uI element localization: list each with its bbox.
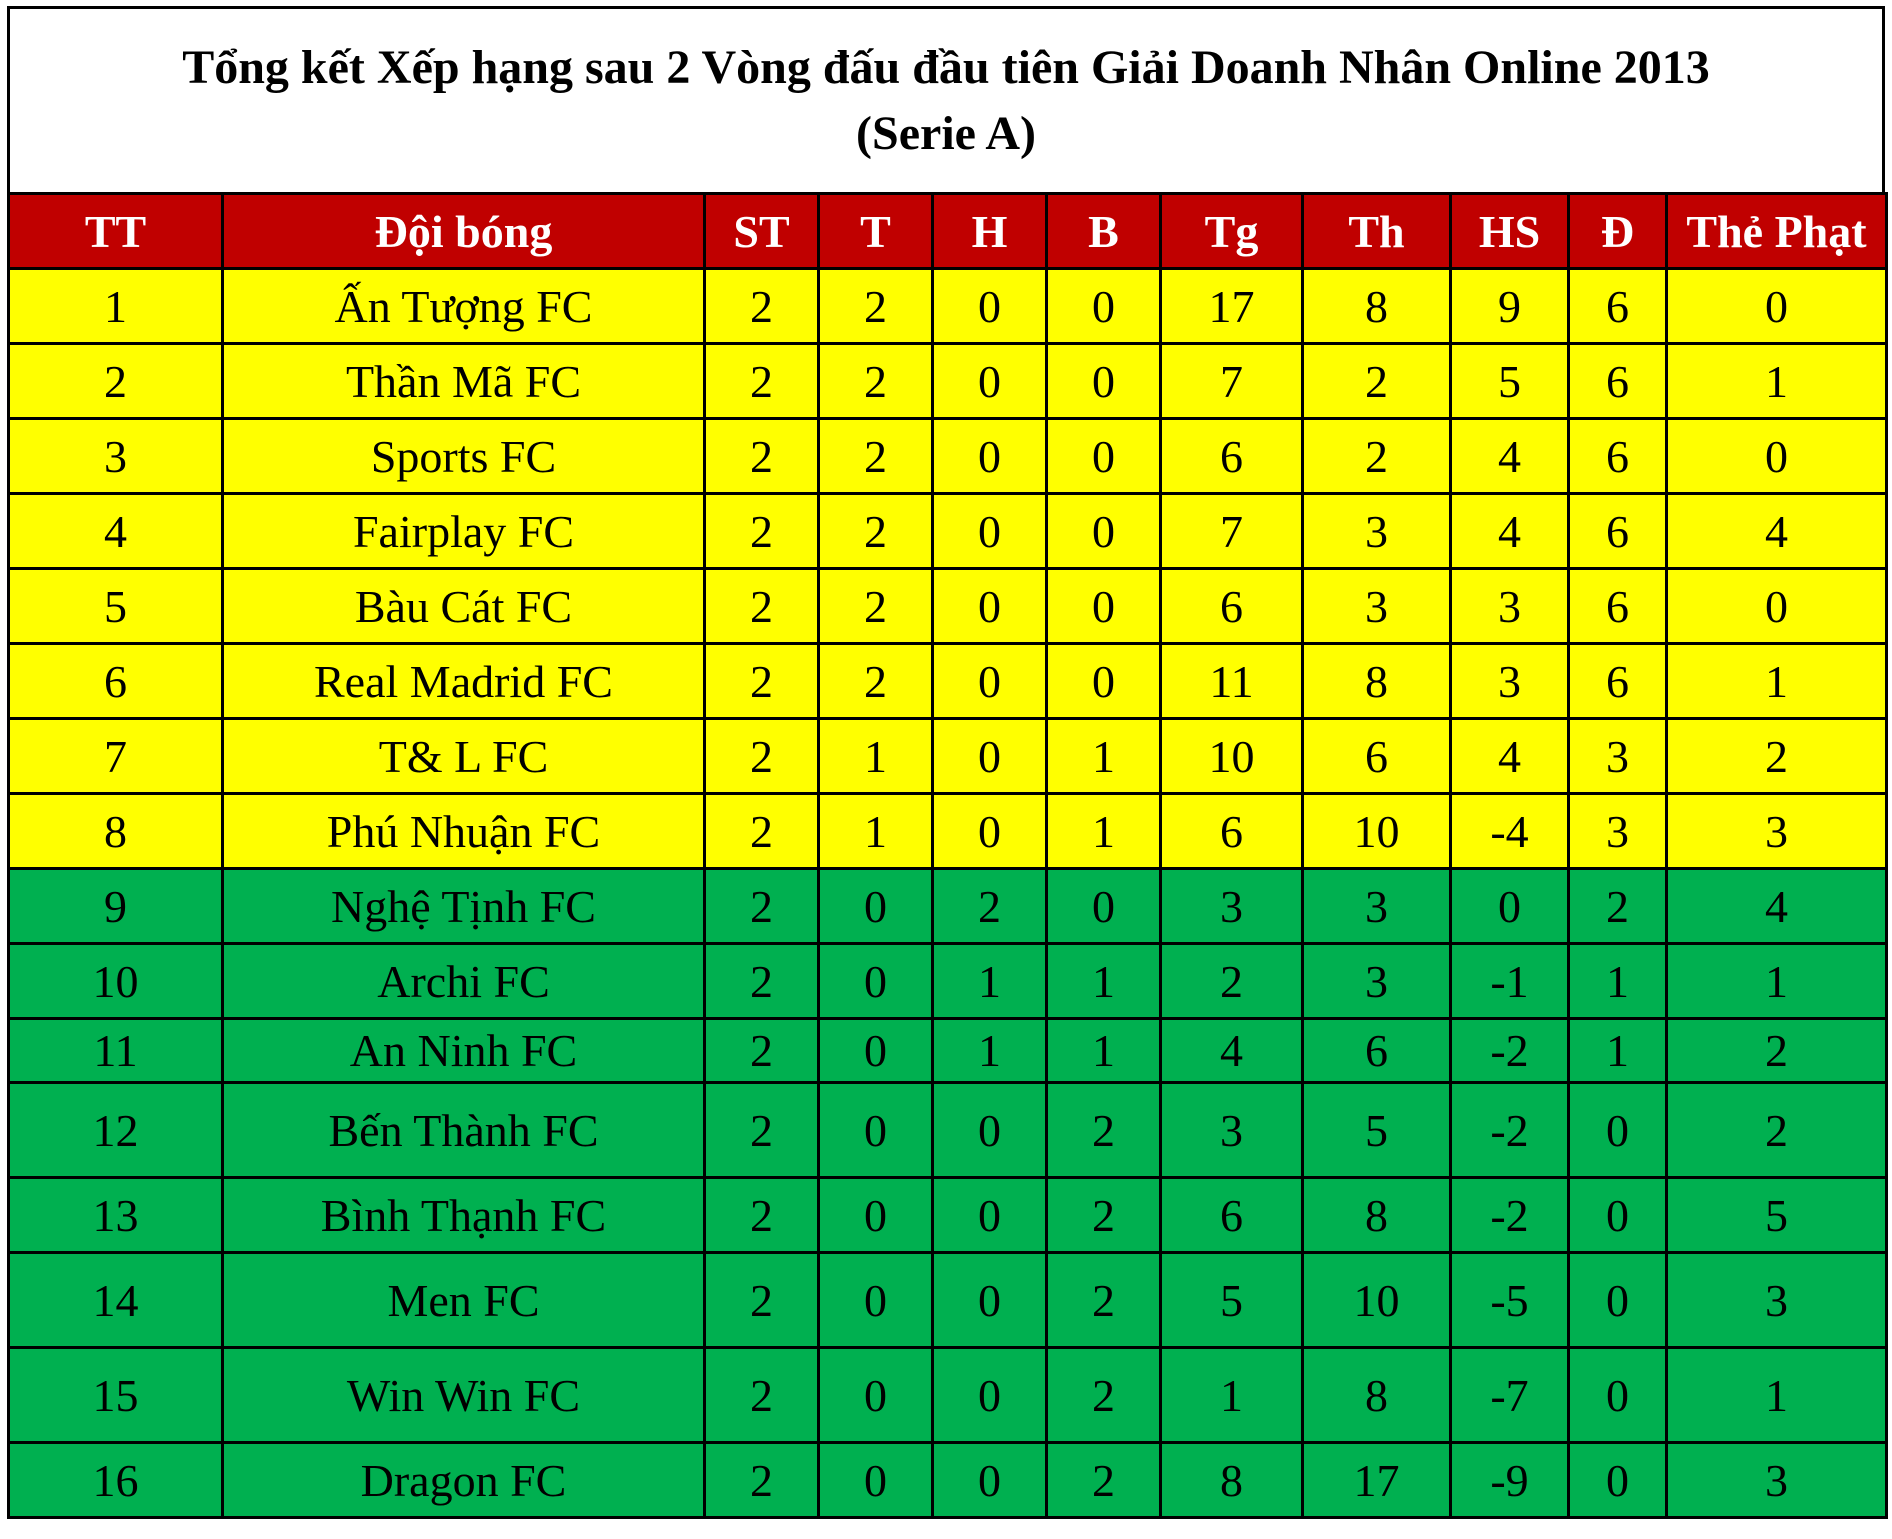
cell-tt: 10 — [9, 944, 223, 1019]
cell-th: 3 — [1303, 494, 1451, 569]
table-row — [9, 944, 1887, 1019]
cell-h: 0 — [933, 794, 1047, 869]
cell-tg: 4 — [1161, 1019, 1303, 1083]
cell-tt: 4 — [9, 494, 223, 569]
cell-st: 2 — [705, 494, 819, 569]
cell-d: 1 — [1569, 944, 1667, 1019]
header-d: Đ — [1569, 194, 1667, 269]
cell-penalty-cards: 2 — [1667, 1019, 1887, 1083]
cell-th: 3 — [1303, 569, 1451, 644]
cell-th: 5 — [1303, 1083, 1451, 1178]
cell-b: 0 — [1047, 494, 1161, 569]
table-row — [9, 794, 1887, 869]
cell-d: 0 — [1569, 1083, 1667, 1178]
cell-tt: 13 — [9, 1178, 223, 1253]
cell-b: 0 — [1047, 344, 1161, 419]
cell-t: 0 — [819, 869, 933, 944]
cell-penalty-cards: 4 — [1667, 494, 1887, 569]
cell-t: 0 — [819, 1348, 933, 1443]
cell-t: 2 — [819, 269, 933, 344]
cell-h: 0 — [933, 719, 1047, 794]
cell-d: 0 — [1569, 1443, 1667, 1518]
title-box — [7, 6, 1885, 192]
cell-team: Phú Nhuận FC — [223, 794, 705, 869]
cell-tt: 1 — [9, 269, 223, 344]
cell-penalty-cards: 3 — [1667, 1253, 1887, 1348]
cell-t: 0 — [819, 1019, 933, 1083]
cell-t: 0 — [819, 1178, 933, 1253]
cell-tt: 2 — [9, 344, 223, 419]
cell-hs: 3 — [1451, 569, 1569, 644]
cell-hs: 9 — [1451, 269, 1569, 344]
cell-b: 0 — [1047, 644, 1161, 719]
table-row — [9, 1019, 1887, 1083]
cell-d: 0 — [1569, 1348, 1667, 1443]
title-line-1: Tổng kết Xếp hạng sau 2 Vòng đấu đầu tiên Giải Doanh Nhân Online 2013 — [182, 40, 1710, 94]
cell-d: 6 — [1569, 569, 1667, 644]
cell-team: Ấn Tượng FC — [223, 269, 705, 344]
table-row — [9, 1178, 1887, 1253]
cell-h: 1 — [933, 1019, 1047, 1083]
cell-st: 2 — [705, 1019, 819, 1083]
cell-d: 6 — [1569, 644, 1667, 719]
cell-d: 2 — [1569, 869, 1667, 944]
cell-team: Real Madrid FC — [223, 644, 705, 719]
header-tg: Tg — [1161, 194, 1303, 269]
cell-st: 2 — [705, 1083, 819, 1178]
cell-team: Archi FC — [223, 944, 705, 1019]
table-body — [9, 269, 1887, 1518]
cell-hs: -2 — [1451, 1083, 1569, 1178]
cell-th: 10 — [1303, 794, 1451, 869]
cell-h: 0 — [933, 1253, 1047, 1348]
cell-tt: 6 — [9, 644, 223, 719]
cell-t: 1 — [819, 719, 933, 794]
cell-st: 2 — [705, 719, 819, 794]
cell-st: 2 — [705, 644, 819, 719]
cell-t: 0 — [819, 1083, 933, 1178]
cell-tt: 7 — [9, 719, 223, 794]
cell-h: 0 — [933, 1443, 1047, 1518]
cell-t: 0 — [819, 944, 933, 1019]
cell-th: 3 — [1303, 869, 1451, 944]
cell-tg: 6 — [1161, 1178, 1303, 1253]
cell-d: 6 — [1569, 344, 1667, 419]
cell-tg: 3 — [1161, 1083, 1303, 1178]
header-penalty-cards: Thẻ Phạt — [1667, 194, 1887, 269]
cell-h: 0 — [933, 269, 1047, 344]
cell-team: Win Win FC — [223, 1348, 705, 1443]
header-row — [9, 194, 1887, 269]
cell-st: 2 — [705, 869, 819, 944]
cell-hs: -7 — [1451, 1348, 1569, 1443]
cell-team: Nghệ Tịnh FC — [223, 869, 705, 944]
cell-th: 6 — [1303, 719, 1451, 794]
cell-penalty-cards: 4 — [1667, 869, 1887, 944]
table-row — [9, 719, 1887, 794]
cell-h: 0 — [933, 419, 1047, 494]
table-row — [9, 569, 1887, 644]
cell-d: 1 — [1569, 1019, 1667, 1083]
cell-th: 8 — [1303, 1178, 1451, 1253]
cell-hs: -2 — [1451, 1178, 1569, 1253]
cell-b: 2 — [1047, 1253, 1161, 1348]
cell-tg: 2 — [1161, 944, 1303, 1019]
cell-penalty-cards: 1 — [1667, 944, 1887, 1019]
cell-tg: 6 — [1161, 569, 1303, 644]
header-team: Đội bóng — [223, 194, 705, 269]
cell-hs: -9 — [1451, 1443, 1569, 1518]
cell-st: 2 — [705, 569, 819, 644]
cell-penalty-cards: 2 — [1667, 719, 1887, 794]
cell-b: 2 — [1047, 1443, 1161, 1518]
cell-hs: -1 — [1451, 944, 1569, 1019]
cell-team: T& L FC — [223, 719, 705, 794]
cell-t: 2 — [819, 494, 933, 569]
cell-hs: 4 — [1451, 494, 1569, 569]
table-row — [9, 1348, 1887, 1443]
cell-tt: 12 — [9, 1083, 223, 1178]
cell-st: 2 — [705, 344, 819, 419]
cell-h: 0 — [933, 1178, 1047, 1253]
cell-team: Bàu Cát FC — [223, 569, 705, 644]
cell-st: 2 — [705, 1443, 819, 1518]
table-row — [9, 644, 1887, 719]
cell-b: 0 — [1047, 869, 1161, 944]
cell-t: 0 — [819, 1443, 933, 1518]
cell-d: 6 — [1569, 419, 1667, 494]
cell-tg: 10 — [1161, 719, 1303, 794]
table-row — [9, 419, 1887, 494]
cell-team: Thần Mã FC — [223, 344, 705, 419]
cell-penalty-cards: 3 — [1667, 794, 1887, 869]
cell-b: 1 — [1047, 719, 1161, 794]
cell-hs: 5 — [1451, 344, 1569, 419]
cell-tt: 8 — [9, 794, 223, 869]
standings-table — [7, 192, 1888, 1519]
cell-penalty-cards: 3 — [1667, 1443, 1887, 1518]
cell-b: 0 — [1047, 269, 1161, 344]
cell-t: 0 — [819, 1253, 933, 1348]
cell-team: Bình Thạnh FC — [223, 1178, 705, 1253]
cell-penalty-cards: 1 — [1667, 1348, 1887, 1443]
header-hs: HS — [1451, 194, 1569, 269]
cell-h: 1 — [933, 944, 1047, 1019]
cell-th: 17 — [1303, 1443, 1451, 1518]
cell-b: 0 — [1047, 419, 1161, 494]
cell-penalty-cards: 1 — [1667, 344, 1887, 419]
cell-st: 2 — [705, 944, 819, 1019]
cell-th: 8 — [1303, 644, 1451, 719]
cell-th: 8 — [1303, 1348, 1451, 1443]
cell-tt: 11 — [9, 1019, 223, 1083]
cell-h: 0 — [933, 494, 1047, 569]
cell-d: 0 — [1569, 1253, 1667, 1348]
cell-team: Bến Thành FC — [223, 1083, 705, 1178]
header-b: B — [1047, 194, 1161, 269]
cell-th: 8 — [1303, 269, 1451, 344]
header-h: H — [933, 194, 1047, 269]
cell-t: 1 — [819, 794, 933, 869]
cell-penalty-cards: 0 — [1667, 269, 1887, 344]
cell-penalty-cards: 2 — [1667, 1083, 1887, 1178]
cell-th: 2 — [1303, 344, 1451, 419]
table-row — [9, 494, 1887, 569]
table-row — [9, 269, 1887, 344]
cell-st: 2 — [705, 794, 819, 869]
cell-th: 6 — [1303, 1019, 1451, 1083]
cell-tg: 5 — [1161, 1253, 1303, 1348]
cell-tt: 15 — [9, 1348, 223, 1443]
cell-hs: 3 — [1451, 644, 1569, 719]
table-row — [9, 1083, 1887, 1178]
cell-tg: 3 — [1161, 869, 1303, 944]
cell-b: 2 — [1047, 1178, 1161, 1253]
cell-team: Men FC — [223, 1253, 705, 1348]
table-row — [9, 869, 1887, 944]
cell-h: 0 — [933, 1083, 1047, 1178]
cell-b: 0 — [1047, 569, 1161, 644]
cell-tt: 3 — [9, 419, 223, 494]
cell-hs: 0 — [1451, 869, 1569, 944]
cell-h: 0 — [933, 344, 1047, 419]
cell-b: 1 — [1047, 944, 1161, 1019]
cell-team: An Ninh FC — [223, 1019, 705, 1083]
cell-hs: -4 — [1451, 794, 1569, 869]
header-tt: TT — [9, 194, 223, 269]
cell-tg: 8 — [1161, 1443, 1303, 1518]
title-line-2: (Serie A) — [856, 106, 1036, 160]
cell-team: Fairplay FC — [223, 494, 705, 569]
cell-t: 2 — [819, 419, 933, 494]
standings-sheet — [7, 6, 1885, 1519]
header-st: ST — [705, 194, 819, 269]
cell-d: 3 — [1569, 794, 1667, 869]
cell-hs: -2 — [1451, 1019, 1569, 1083]
cell-st: 2 — [705, 1253, 819, 1348]
cell-th: 2 — [1303, 419, 1451, 494]
cell-t: 2 — [819, 344, 933, 419]
cell-d: 3 — [1569, 719, 1667, 794]
cell-tg: 6 — [1161, 419, 1303, 494]
table-row — [9, 1443, 1887, 1518]
cell-b: 2 — [1047, 1083, 1161, 1178]
cell-team: Sports FC — [223, 419, 705, 494]
cell-b: 1 — [1047, 794, 1161, 869]
cell-penalty-cards: 1 — [1667, 644, 1887, 719]
cell-team: Dragon FC — [223, 1443, 705, 1518]
cell-tg: 6 — [1161, 794, 1303, 869]
cell-th: 3 — [1303, 944, 1451, 1019]
cell-d: 0 — [1569, 1178, 1667, 1253]
cell-h: 2 — [933, 869, 1047, 944]
cell-hs: -5 — [1451, 1253, 1569, 1348]
cell-d: 6 — [1569, 269, 1667, 344]
cell-st: 2 — [705, 269, 819, 344]
cell-tg: 1 — [1161, 1348, 1303, 1443]
cell-tg: 11 — [1161, 644, 1303, 719]
cell-hs: 4 — [1451, 719, 1569, 794]
cell-penalty-cards: 5 — [1667, 1178, 1887, 1253]
cell-tt: 5 — [9, 569, 223, 644]
cell-st: 2 — [705, 1178, 819, 1253]
cell-t: 2 — [819, 644, 933, 719]
cell-tg: 7 — [1161, 344, 1303, 419]
cell-st: 2 — [705, 1348, 819, 1443]
header-t: T — [819, 194, 933, 269]
header-th: Th — [1303, 194, 1451, 269]
cell-d: 6 — [1569, 494, 1667, 569]
table-row — [9, 344, 1887, 419]
cell-tt: 14 — [9, 1253, 223, 1348]
cell-h: 0 — [933, 1348, 1047, 1443]
cell-h: 0 — [933, 644, 1047, 719]
cell-penalty-cards: 0 — [1667, 419, 1887, 494]
cell-th: 10 — [1303, 1253, 1451, 1348]
cell-t: 2 — [819, 569, 933, 644]
cell-hs: 4 — [1451, 419, 1569, 494]
cell-tg: 17 — [1161, 269, 1303, 344]
cell-b: 1 — [1047, 1019, 1161, 1083]
cell-st: 2 — [705, 419, 819, 494]
cell-tt: 9 — [9, 869, 223, 944]
cell-b: 2 — [1047, 1348, 1161, 1443]
cell-penalty-cards: 0 — [1667, 569, 1887, 644]
cell-tg: 7 — [1161, 494, 1303, 569]
table-row — [9, 1253, 1887, 1348]
cell-tt: 16 — [9, 1443, 223, 1518]
cell-h: 0 — [933, 569, 1047, 644]
